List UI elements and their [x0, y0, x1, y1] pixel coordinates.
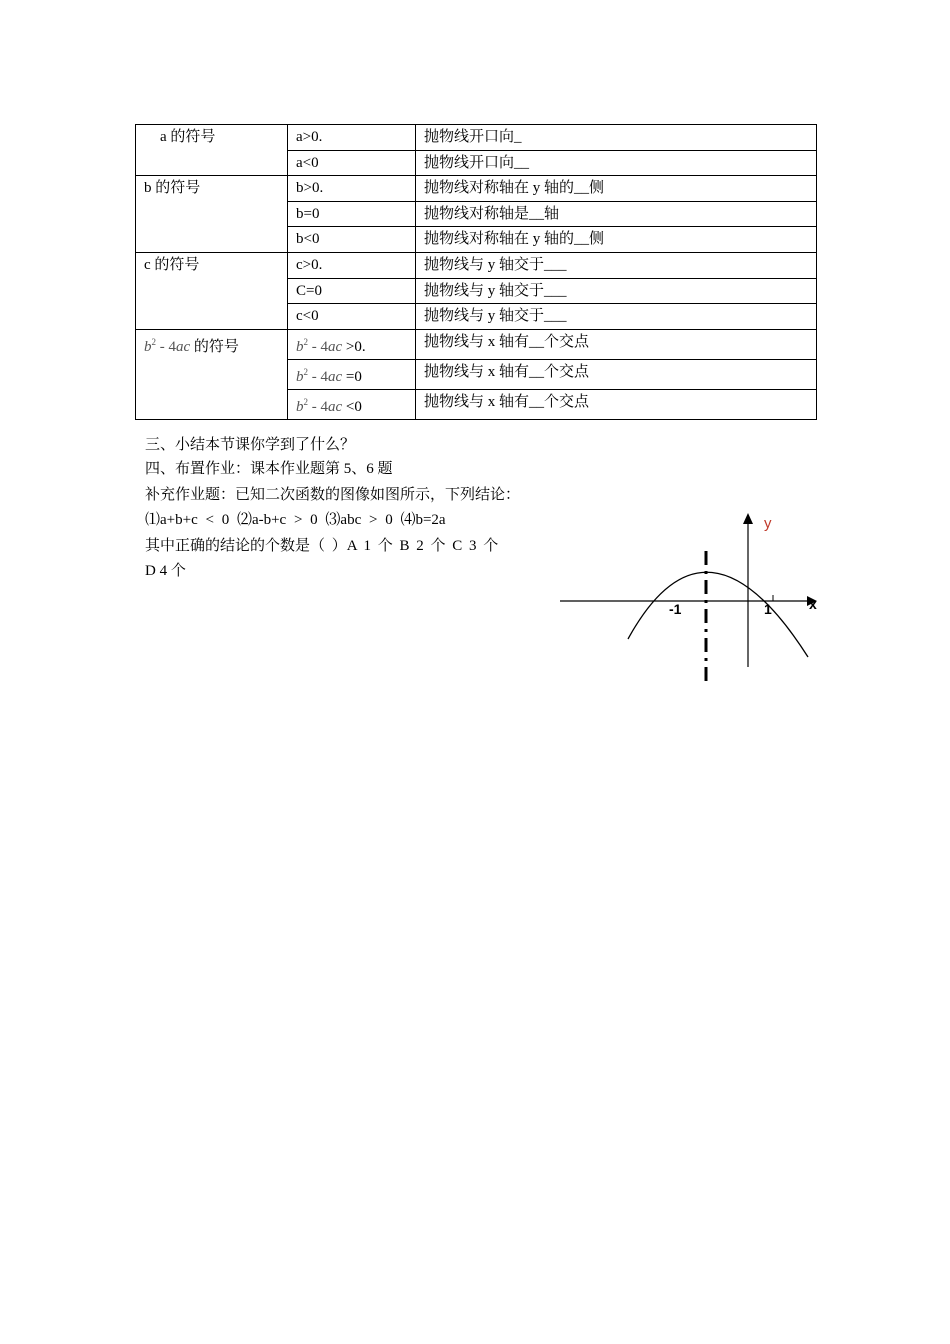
result-cell: 抛物线与 x 轴有__个交点 — [416, 359, 817, 389]
group-c-label: c 的符号 — [136, 252, 288, 329]
answer-choice-d: D 4 个 — [145, 563, 186, 579]
result-cell: 抛物线开口向__ — [416, 150, 817, 176]
supplement-question: 补充作业题：已知二次函数的图像如图所示，下列结论： — [145, 487, 521, 503]
table-row — [136, 252, 817, 278]
condition-cell: c>0. — [288, 252, 416, 278]
condition-cell: C=0 — [288, 278, 416, 304]
tick-label-neg-one: -1 — [669, 601, 682, 617]
parabola-curve — [628, 572, 808, 657]
result-cell: 抛物线开口向_ — [416, 125, 817, 151]
condition-cell: $b^2 - 4ac <0$ — [288, 389, 416, 419]
result-cell: 抛物线与 y 轴交于___ — [416, 278, 817, 304]
result-cell: 抛物线与 y 轴交于___ — [416, 252, 817, 278]
answer-choices: 其中正确的结论的个数是（ ）A 1 个 B 2 个 C 3 个 — [145, 538, 499, 554]
condition-cell: b<0 — [288, 227, 416, 253]
parabola-graph — [555, 505, 825, 687]
condition-cell: b>0. — [288, 176, 416, 202]
x-axis-label: x — [809, 596, 817, 612]
y-axis-label: y — [764, 515, 772, 532]
table-row — [136, 125, 817, 151]
group-b-label: b 的符号 — [136, 176, 288, 253]
result-cell: 抛物线对称轴是__轴 — [416, 201, 817, 227]
result-cell: 抛物线与 x 轴有__个交点 — [416, 389, 817, 419]
table-row — [136, 329, 817, 359]
discriminant-expression: $b^2 - 4ac$ — [144, 336, 191, 355]
y-axis-arrow — [743, 513, 753, 524]
condition-cell: b=0 — [288, 201, 416, 227]
result-cell: 抛物线与 x 轴有__个交点 — [416, 329, 817, 359]
result-cell: 抛物线与 y 轴交于___ — [416, 304, 817, 330]
condition-cell: a>0. — [288, 125, 416, 151]
group-a-label: a 的符号 — [136, 125, 288, 176]
condition-cell: a<0 — [288, 150, 416, 176]
sign-properties-table — [135, 124, 817, 420]
result-cell: 抛物线对称轴在 y 轴的__侧 — [416, 227, 817, 253]
condition-cell: $b^2 - 4ac >0$. — [288, 329, 416, 359]
group-discriminant-label: $b^2 - 4ac$ 的符号 — [136, 329, 288, 419]
condition-cell: $b^2 - 4ac =0$ — [288, 359, 416, 389]
statement-list: ⑴a+b+c < 0 ⑵a-b+c > 0 ⑶abc > 0 ⑷b=2a — [145, 512, 446, 528]
condition-cell: c<0 — [288, 304, 416, 330]
tick-label-one: 1 — [764, 601, 772, 617]
summary-heading: 三、小结本节课你学到了什么？ — [145, 437, 356, 453]
table-row — [136, 176, 817, 202]
result-cell: 抛物线对称轴在 y 轴的__侧 — [416, 176, 817, 202]
homework-heading: 四、布置作业：课本作业题第 5、6 题 — [145, 461, 393, 477]
